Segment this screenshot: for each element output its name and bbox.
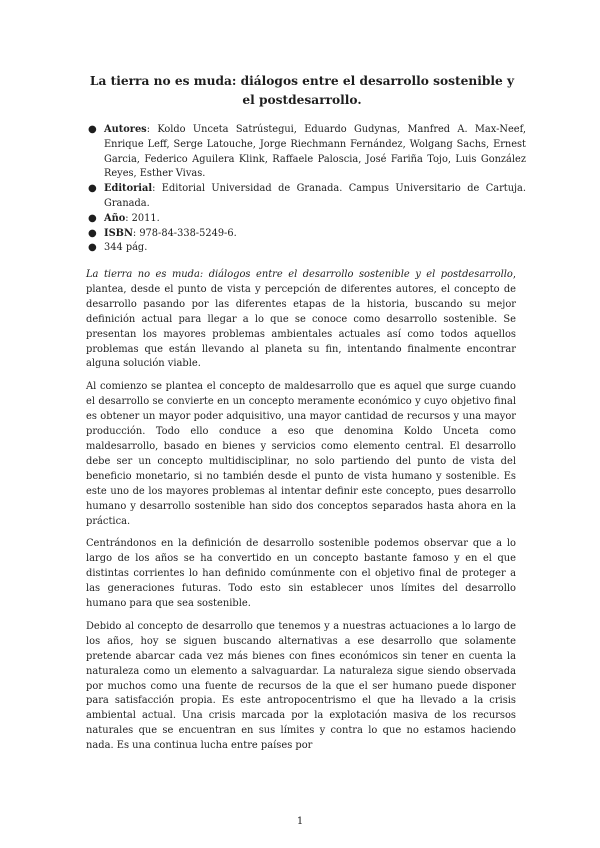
paragraph-intro [86,268,516,372]
paragraph-sostenible: Centrándonos en la definición de desarrollo sostenible podemos observar que a lo largo de los años se ha convertido en un concepto bastante famoso y en el que distintas corrientes lo han definido comúnmente con el objetivo final de proteger a las generaciones futuras. Todo esto sin establecer unos límites del desarrollo humano para que sea sostenible. [86,538,516,610]
year-value: : 2011. [125,212,160,224]
pages-item [86,241,526,256]
year-label: Año [104,212,126,224]
paragraph-maldesarrollo: Al comienzo se plantea el concepto de maldesarrollo que es aquel que surge cuando el desarrollo se convierte en un concepto meramente económico y cuyo objetivo final es obtener un mayor poder adquisitivo, una mayor cantidad de recursos y una mayor producción. Todo ello conduce a eso que denomina Koldo Unceta como maldesarrollo, basado en bienes y servicios como elemento central. El desarrollo debe ser un concepto multidisciplinar, no solo partiendo del punto de vista del beneficio monetario, si no también desde el punto de vista humano y sostenible. Es este uno de los mayores problemas al intentar definir este concepto, pues desarrollo humano y desarrollo sostenible han sido dos conceptos separados hasta ahora en la práctica. [86,381,516,527]
publisher-item [86,182,526,212]
bullet-icon: ● [88,183,97,195]
review-body [86,268,516,762]
authors-item [86,123,526,182]
book-details-list [86,123,526,256]
year-item [86,212,526,227]
bullet-icon: ● [88,212,97,224]
isbn-label: ISBN [104,227,133,239]
authors-value: : Koldo Unceta Satrústegui, Eduardo Gudynas, Manfred A. Max-Neef, Enrique Leff, Serge Latouche, Jorge Riechmann Fernández, Wolgang Sachs, Ernest Garcia, Federico Aguilera Klink, Raffaele Paloscia, José Fariña Tojo, Luis González Reyes, Esther Vivas. [104,124,526,180]
bullet-icon: ● [88,227,97,239]
page-number: 1 [296,816,304,827]
bullet-icon: ● [88,124,97,135]
paragraph-intro-text: , plantea, desde el punto de vista y percepción de diferentes autores, el concepto de desarrollo pasando por las diferentes etapas de la historia, buscando su mejor definición actual para llegar a lo que se conoce como desarrollo sostenible. Se presentan los mayores problemas ambientales actuales así como todos aquellos problemas que están llevando al planeta su fin, intentando finalmente encontrar alguna solución viable. [86,269,516,370]
authors-label: Autores [104,124,147,135]
publisher-value: : Editorial Universidad de Granada. Campus Universitario de Cartuja. Granada. [104,183,526,209]
book-title-italic: La tierra no es muda: diálogos entre el desarrollo sostenible y el postdesarrollo [86,269,513,280]
isbn-value: : 978-84-338-5249-6. [132,227,237,239]
bullet-icon: ● [88,242,97,254]
paragraph-alternativas: Debido al concepto de desarrollo que tenemos y a nuestras actuaciones a lo largo de los años, hoy se siguen buscando alternativas a ese desarrollo que solamente pretende abarcar cada vez más bienes con fines económicos sin tener en cuenta la naturaleza como un elemento a salvaguardar. La naturaleza sigue siendo observada por muchos como una fuente de recursos de la que el ser humano puede disponer para satisfacción propia. Es este antropocentrismo el que ha llevado a la crisis ambiental actual. Una crisis marcada por la explotación masiva de los recursos naturales que se encuentran en sus límites y contra lo que no estamos haciendo nada. Es una continua lucha entre países por [86,620,516,752]
publisher-label: Editorial [104,183,153,195]
document-title: La tierra no es muda: diálogos entre el desarrollo sostenible y el postdesarrollo. [89,74,515,107]
isbn-item [86,227,526,242]
pages-value: 344 pág. [104,242,148,254]
